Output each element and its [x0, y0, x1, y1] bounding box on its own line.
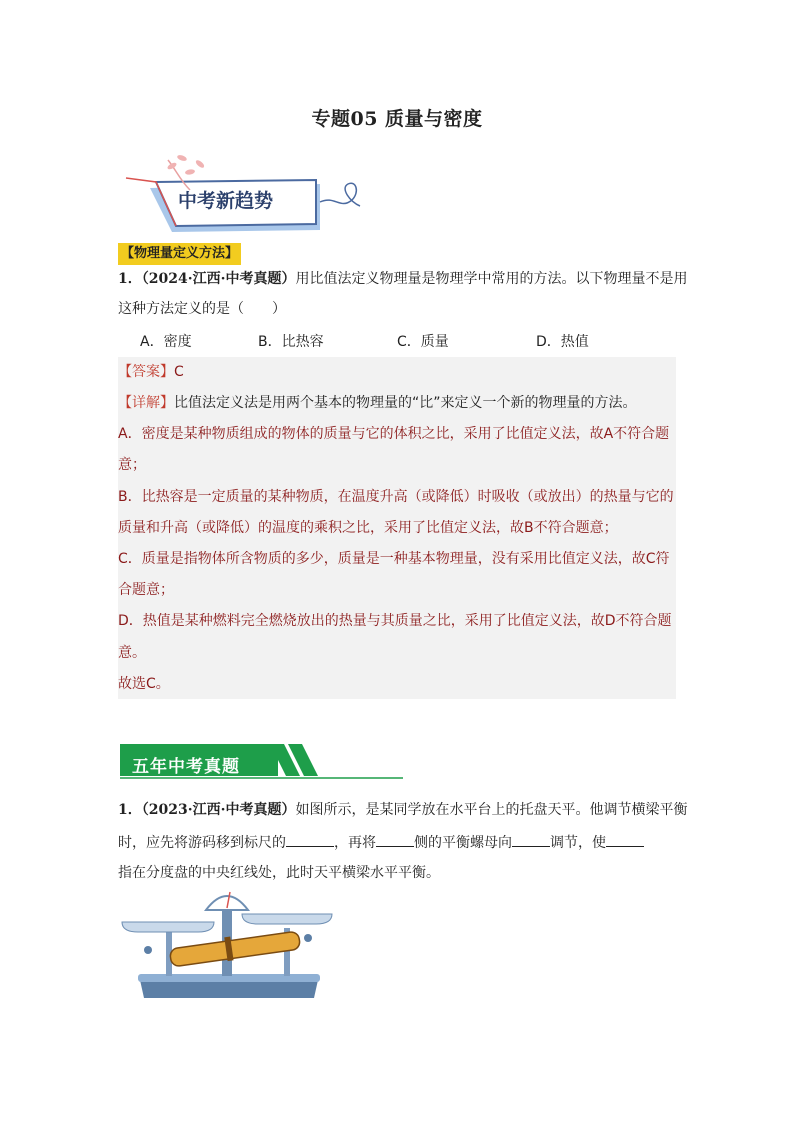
answer-blank[interactable] — [376, 832, 414, 847]
question-source: （2023·江西·中考真题） — [141, 802, 296, 818]
detail-line: 意； — [118, 457, 146, 473]
option-a: A．密度 — [140, 334, 192, 350]
detail-line: 质量和升高（或降低）的温度的乘积之比，采用了比值定义法，故B不符合题意； — [118, 520, 618, 536]
question-number: 1． — [118, 271, 142, 287]
detail-line: 意。 — [118, 645, 146, 661]
text-segment: 时，应先将游码移到标尺的 — [118, 835, 286, 851]
question-text: 用比值法定义物理量是物理学中常用的方法。以下物理量不是用 — [295, 271, 688, 287]
detail-label: 【详解】 — [118, 395, 174, 411]
banner-new-trends-label: 中考新趋势 — [178, 190, 274, 212]
question-2-line-1 — [118, 800, 687, 820]
detail-line: D．热值是某种燃料完全燃烧放出的热量与其质量之比，采用了比值定义法，故D不符合题 — [118, 613, 672, 629]
option-d: D．热值 — [536, 334, 589, 350]
detail-line: 合题意； — [118, 582, 174, 598]
option-c: C．质量 — [397, 334, 449, 350]
balance-scale-image — [118, 888, 338, 1006]
detail-line: C．质量是指物体所含物质的多少，质量是一种基本物理量，没有采用比值定义法，故C符 — [118, 551, 670, 567]
answer-blank[interactable] — [512, 832, 550, 847]
section-tag: 【物理量定义方法】 — [118, 243, 241, 265]
question-1-line-2: 这种方法定义的是（ ） — [118, 301, 286, 317]
question-text: 如图所示，是某同学放在水平台上的托盘天平。他调节横梁平衡 — [295, 802, 688, 818]
page-title: 专题05 质量与密度 — [311, 108, 483, 130]
question-source: （2024·江西·中考真题） — [141, 271, 296, 287]
answer-label: 【答案】 — [118, 364, 174, 380]
detail-intro-line — [118, 393, 637, 413]
question-1-line-1 — [118, 269, 687, 289]
answer-value: C — [174, 364, 184, 380]
detail-intro: 比值法定义法是用两个基本的物理量的“比”来定义一个新的物理量的方法。 — [174, 395, 637, 411]
banner-five-years-label: 五年中考真题 — [132, 757, 240, 777]
option-b: B．比热容 — [258, 334, 324, 350]
answer-blank[interactable] — [286, 832, 334, 847]
text-segment: ，再将 — [334, 835, 376, 851]
text-segment: 调节，使 — [550, 835, 606, 851]
detail-line: A．密度是某种物质组成的物体的质量与它的体积之比，采用了比值定义法，故A不符合题 — [118, 426, 670, 442]
answer-blank[interactable] — [606, 832, 644, 847]
detail-line: B．比热容是一定质量的某种物质，在温度升高（或降低）时吸收（或放出）的热量与它的 — [118, 489, 674, 505]
text-segment: 侧的平衡螺母向 — [414, 835, 512, 851]
question-2-line-2 — [118, 832, 644, 853]
question-number: 1． — [118, 802, 142, 818]
question-2-line-3: 指在分度盘的中央红线处，此时天平横梁水平平衡。 — [118, 865, 440, 881]
detail-line: 故选C。 — [118, 676, 170, 692]
answer-line — [118, 362, 184, 382]
